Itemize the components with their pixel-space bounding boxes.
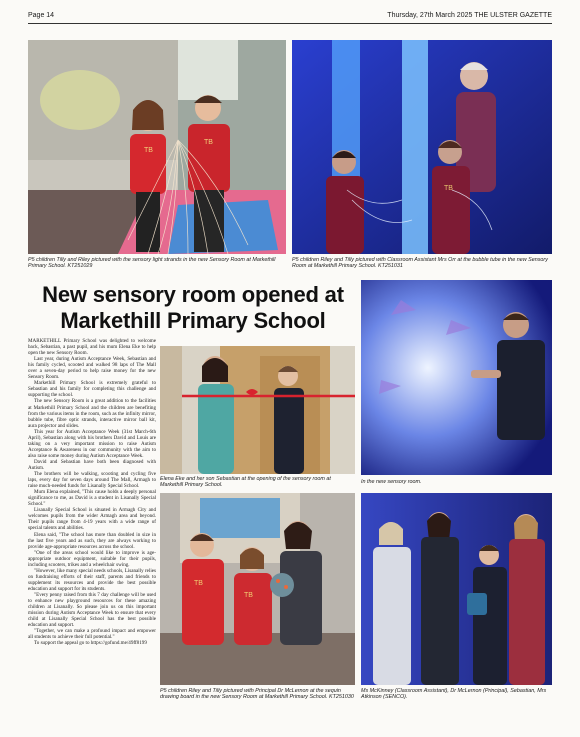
article-paragraph: MARKETHILL Primary School was delighted to welcome back, Sebastian, a past pupil, and his mum Elena Eke to help open the new Sensory Room. bbox=[28, 338, 156, 357]
article-paragraph: Mum Elena explained, "This cause holds a deeply personal significance to me, as David is a student in Lisanally Special School." bbox=[28, 489, 156, 508]
article-paragraph: "One of the areas school would like to improve is age-appropriate outdoor equipment, suitable for their pupils, including scooters, trikes and a wheelchair swing. bbox=[28, 549, 156, 568]
caption-photo4: In the new sensory room. bbox=[361, 479, 422, 485]
article-body bbox=[28, 338, 156, 646]
caption-photo5: P5 children Riley and Tilly pictured with Principal Dr McLernon at the sequin drawing board in the new Sensory Room at Markethill Primary School. KT251030 bbox=[160, 688, 354, 701]
caption-photo1: P5 children Tilly and Riley pictured with the sensory light strands in the new Sensory Room at Markethill Primary School. KT251029 bbox=[28, 257, 276, 270]
headline-line1: New sensory room opened at bbox=[42, 282, 344, 307]
photo-staff-group bbox=[361, 493, 552, 685]
caption-photo2: P5 children Riley and Tilly pictured with Classroom Assistant Mrs Orr at the bubble tube in the new Sensory Room at Markethill Primary School. KT251031 bbox=[292, 257, 548, 270]
article-paragraph: Last year, during Autism Acceptance Week, Sebastian and his family cycled, scooted and walked 98 laps of The Mall over a seven-day period to help raise money for the new Sensory Room. bbox=[28, 356, 156, 381]
photo-sequin-board bbox=[160, 493, 355, 685]
article-paragraph: Lisanally Special School is situated in Armagh City and welcomes pupils from the wider Armagh area and beyond. Their pupils range from 4-19 years with a wide range of special talents and abilities. bbox=[28, 507, 156, 532]
article-paragraph: "Every penny raised from this 7 day challenge will be used to enhance new playground resources for these amazing children at Lisanally. So please join us on this important mission during Autism Acceptance Week to ensure that every child at Lisanally Special School has the best possible education and support. bbox=[28, 591, 156, 629]
article-paragraph: This year for Autism Acceptance Week (31st March-6th April), Sebastian along with his brothers David and Louis are taking on a very important mission to raise Autism Acceptance & Awareness in our community with the aim to also raise some money during Autism Acceptance Week. bbox=[28, 428, 156, 459]
photo-ribbon-opening bbox=[160, 346, 355, 474]
page-header bbox=[28, 10, 552, 24]
article-headline bbox=[28, 282, 358, 334]
article-paragraph: The new Sensory Room is a great addition to the facilities at Markethill Primary School and the children are benefiting from the various items in the room, such as the infinity mirror, bubble tube, fibre optic strands, interactive mirror ball kit, aura projector and slides. bbox=[28, 398, 156, 429]
headline-line2: Markethill Primary School bbox=[60, 308, 326, 333]
badge-text: TB bbox=[144, 147, 153, 154]
article-paragraph: To support the appeal go to https://gofund.me/49ff8199 bbox=[34, 640, 147, 647]
article-paragraph: "However, like many special needs schools, Lisanally relies on fundraising efforts of their staff, parents and friends to supplement its resources and provide the best possible education and support for its students. bbox=[28, 567, 156, 592]
article-paragraph: "Together, we can make a profound impact and empower all students to achieve their full potential." bbox=[28, 628, 156, 641]
article-paragraph: David and Sebastian have both been diagnosed with Autism. bbox=[28, 458, 156, 471]
badge-text: TB bbox=[194, 580, 203, 587]
badge-text: TB bbox=[204, 139, 213, 146]
caption-photo3: Elena Eke and her son Sebastian at the opening of the sensory room at Markethill Primary School. bbox=[160, 476, 331, 489]
badge-text: TB bbox=[444, 185, 453, 192]
article-paragraph: Markethill Primary School is extremely grateful to Sebastian and his family for completing this challenge and supporting the school. bbox=[28, 380, 156, 399]
photo-sensory-light-strands bbox=[28, 40, 286, 254]
page-number: Page 14 bbox=[28, 12, 55, 19]
publication-date: Thursday, 27th March 2025 THE ULSTER GAZETTE bbox=[387, 12, 552, 19]
photo-sensory-room bbox=[361, 280, 552, 475]
article-paragraph: The brothers will be walking, scooting and cycling five laps, every day for seven days around The Mall, Armagh to raise much-needed funds for Lisanally Special School. bbox=[28, 471, 156, 490]
caption-photo6: Ms McKinney (Classroom Assistant), Dr McLernon (Principal), Sebastian, Mrs Atkinson (SENCO). bbox=[361, 688, 547, 701]
badge-text: TB bbox=[244, 592, 253, 599]
photo-bubble-tube bbox=[292, 40, 552, 254]
article-paragraph: Elena said, "The school has more than doubled in size in the last five years and as such, they are always working to provide age-appropriate resources across the school. bbox=[28, 531, 156, 550]
